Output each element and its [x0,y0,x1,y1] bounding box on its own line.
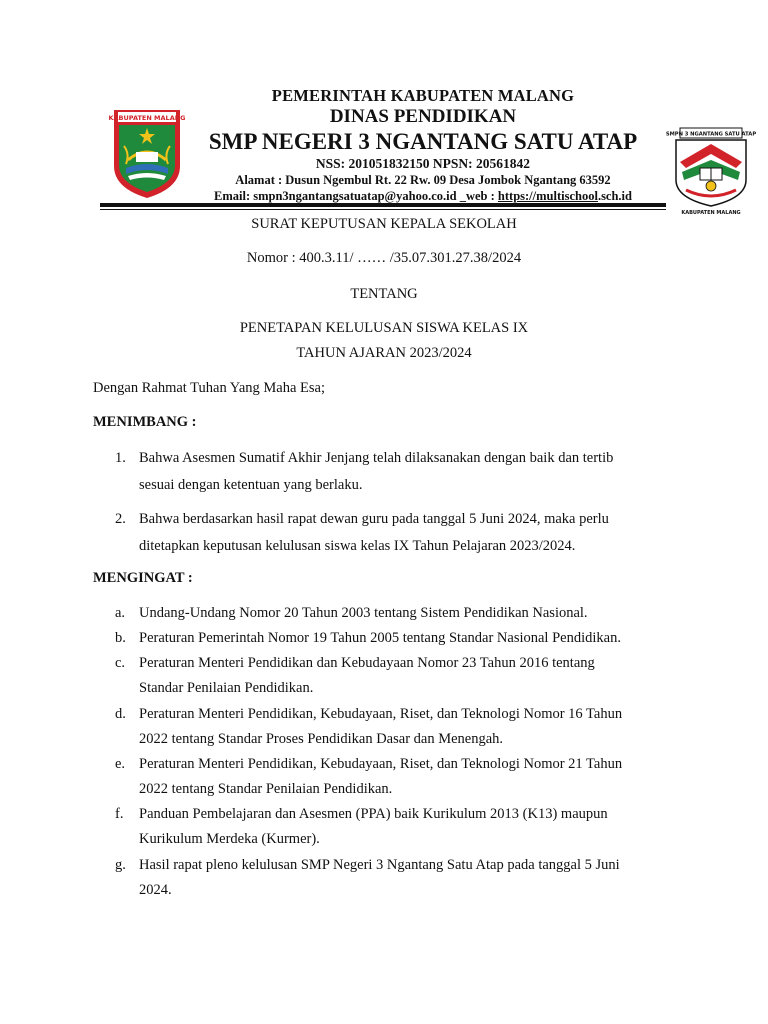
letterhead [190,86,656,204]
list-text: ditetapkan keputusan kelulusan siswa kelas IX Tahun Pelajaran 2023/2024. [139,538,576,554]
list-marker: c. [115,655,126,671]
list-marker: e. [115,756,126,772]
list-text: sesuai dengan ketentuan yang berlaku. [139,477,363,493]
decree-about: TENTANG [350,286,418,302]
list-text: Peraturan Menteri Pendidikan, Kebudayaan, Riset, dan Teknologi Nomor 16 Tahun [139,706,623,722]
letterhead-email: Email: smpn3ngantangsatuatap@yahoo.co.id _web : [214,189,498,203]
list-marker: f. [115,806,124,822]
decree-subject-line2: TAHUN AJARAN 2023/2024 [296,345,472,361]
logo-right-bottom-label: KABUPATEN MALANG [681,210,741,216]
letterhead-contact [190,188,656,204]
decree-subject-line1: PENETAPAN KELULUSAN SISWA KELAS IX [239,320,529,336]
list-text: Undang-Undang Nomor 20 Tahun 2003 tentang Sistem Pendidikan Nasional. [139,605,588,621]
letterhead-department: DINAS PENDIDIKAN [329,106,517,127]
list-text: Peraturan Menteri Pendidikan, Kebudayaan, Riset, dan Teknologi Nomor 21 Tahun [139,756,623,772]
letterhead-government: PEMERINTAH KABUPATEN MALANG [271,86,575,105]
list-text: Bahwa berdasarkan hasil rapat dewan guru pada tanggal 5 Juni 2024, maka perlu [139,511,609,527]
school-logo [665,124,757,216]
list-text: Kurikulum Merdeka (Kurmer). [139,831,320,847]
letterhead-nss-npsn: NSS: 201051832150 NPSN: 20561842 [315,156,531,171]
menimbang-heading: MENIMBANG : [93,414,197,430]
kabupaten-malang-logo [108,108,186,200]
letterhead-rule-thick [100,203,666,207]
list-text: Panduan Pembelajaran dan Asesmen (PPA) baik Kurikulum 2013 (K13) maupun [139,806,608,822]
list-marker: d. [115,706,126,722]
list-text: Peraturan Pemerintah Nomor 19 Tahun 2005 tentang Standar Nasional Pendidikan. [139,630,621,646]
letterhead-web-link[interactable]: https://multischool [497,189,598,203]
letterhead-rule-thin [100,209,666,210]
list-text: Standar Penilaian Pendidikan. [139,680,314,696]
opening-line: Dengan Rahmat Tuhan Yang Maha Esa; [93,380,325,396]
list-marker: 2. [115,511,126,527]
decree-number: Nomor : 400.3.11/ …… /35.07.301.27.38/2024 [246,250,522,266]
letterhead-school-name: SMP NEGERI 3 NGANTANG SATU ATAP [208,129,638,154]
letterhead-web-suffix: .sch.id [597,189,632,203]
list-text: 2022 tentang Standar Penilaian Pendidikan. [139,781,393,797]
list-marker: a. [115,605,126,621]
mengingat-heading: MENGINGAT : [93,570,193,586]
decree-heading: SURAT KEPUTUSAN KEPALA SEKOLAH [251,216,517,232]
list-text: Hasil rapat pleno kelulusan SMP Negeri 3 Ngantang Satu Atap pada tanggal 5 Juni [139,857,620,873]
list-text: Peraturan Menteri Pendidikan dan Kebudayaan Nomor 23 Tahun 2016 tentang [139,655,595,671]
list-marker: b. [115,630,126,646]
list-marker: 1. [115,450,126,466]
list-text: 2024. [139,882,172,898]
list-marker: g. [115,857,126,873]
logo-right-top-label: SMPN 3 NGANTANG SATU ATAP [665,131,757,138]
logo-left-label: KABUPATEN MALANG [108,114,186,122]
letterhead-address: Alamat : Dusun Ngembul Rt. 22 Rw. 09 Desa Jombok Ngantang 63592 [235,173,611,187]
list-text: 2022 tentang Standar Proses Pendidikan Dasar dan Menengah. [139,731,504,747]
list-text: Bahwa Asesmen Sumatif Akhir Jenjang telah dilaksanakan dengan baik dan tertib [139,450,614,466]
